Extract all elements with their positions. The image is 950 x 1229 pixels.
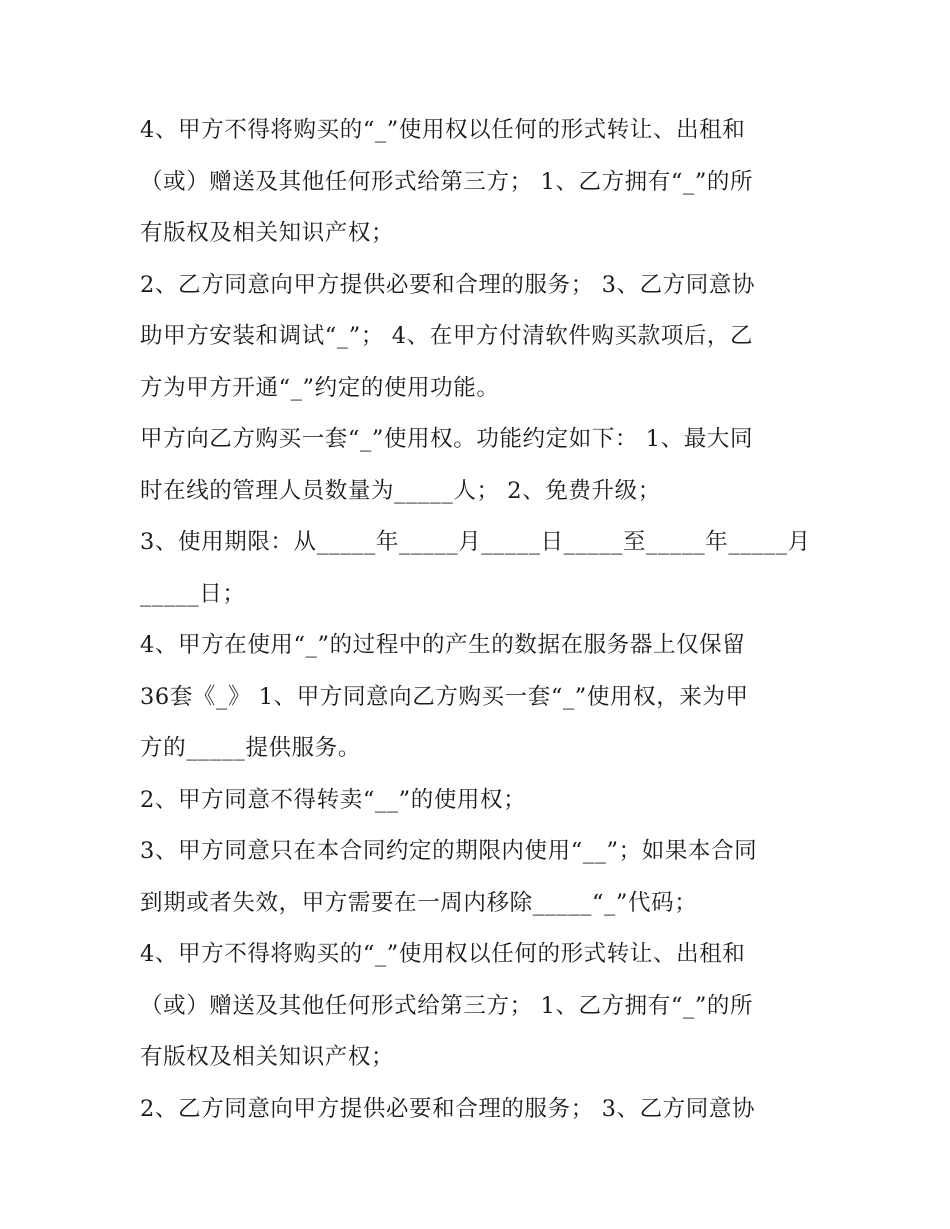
text-line: 助甲方安装和调试“_”； 4、在甲方付清软件购买款项后，乙: [140, 323, 754, 349]
text-line: 3、甲方同意只在本合同约定的期限内使用“__”；如果本合同: [140, 838, 758, 864]
text-line: 2、乙方同意向甲方提供必要和合理的服务； 3、乙方同意协: [140, 271, 756, 298]
text-line: （或）赠送及其他任何形式给第三方； 1、乙方拥有“_”的所: [140, 992, 754, 1019]
text-line: 4、甲方不得将购买的“_”使用权以任何的形式转让、出租和: [140, 117, 746, 143]
text-line: 时在线的管理人员数量为_____人； 2、免费升级；: [140, 477, 661, 504]
document-body: [140, 105, 820, 1135]
text-line: 36套《_》 1、甲方同意向乙方购买一套“_”使用权，来为甲: [140, 683, 749, 710]
text-line: 2、乙方同意向甲方提供必要和合理的服务； 3、乙方同意协: [140, 1095, 756, 1122]
text-line: 方为甲方开通“_”约定的使用功能。: [140, 374, 500, 401]
text-line: 甲方向乙方购买一套“_”使用权。功能约定如下： 1、最大同: [140, 426, 754, 452]
text-line: 4、甲方在使用“_”的过程中的产生的数据在服务器上仅保留: [140, 632, 746, 658]
text-line: 有版权及相关知识产权；: [140, 220, 395, 246]
text-line: 到期或者失效，甲方需要在一周内移除_____“_”代码；: [140, 889, 698, 916]
text-line: 4、甲方不得将购买的“_”使用权以任何的形式转让、出租和: [140, 941, 746, 967]
text-line: _____日；: [140, 580, 246, 607]
text-line: 方的_____提供服务。: [140, 735, 361, 761]
text-line: 2、甲方同意不得转卖“__”的使用权；: [140, 786, 527, 813]
text-line: 有版权及相关知识产权；: [140, 1044, 395, 1070]
text-line: 3、使用期限：从_____年_____月_____日_____至_____年_____月: [140, 529, 811, 555]
text-line: （或）赠送及其他任何形式给第三方； 1、乙方拥有“_”的所: [140, 168, 754, 195]
